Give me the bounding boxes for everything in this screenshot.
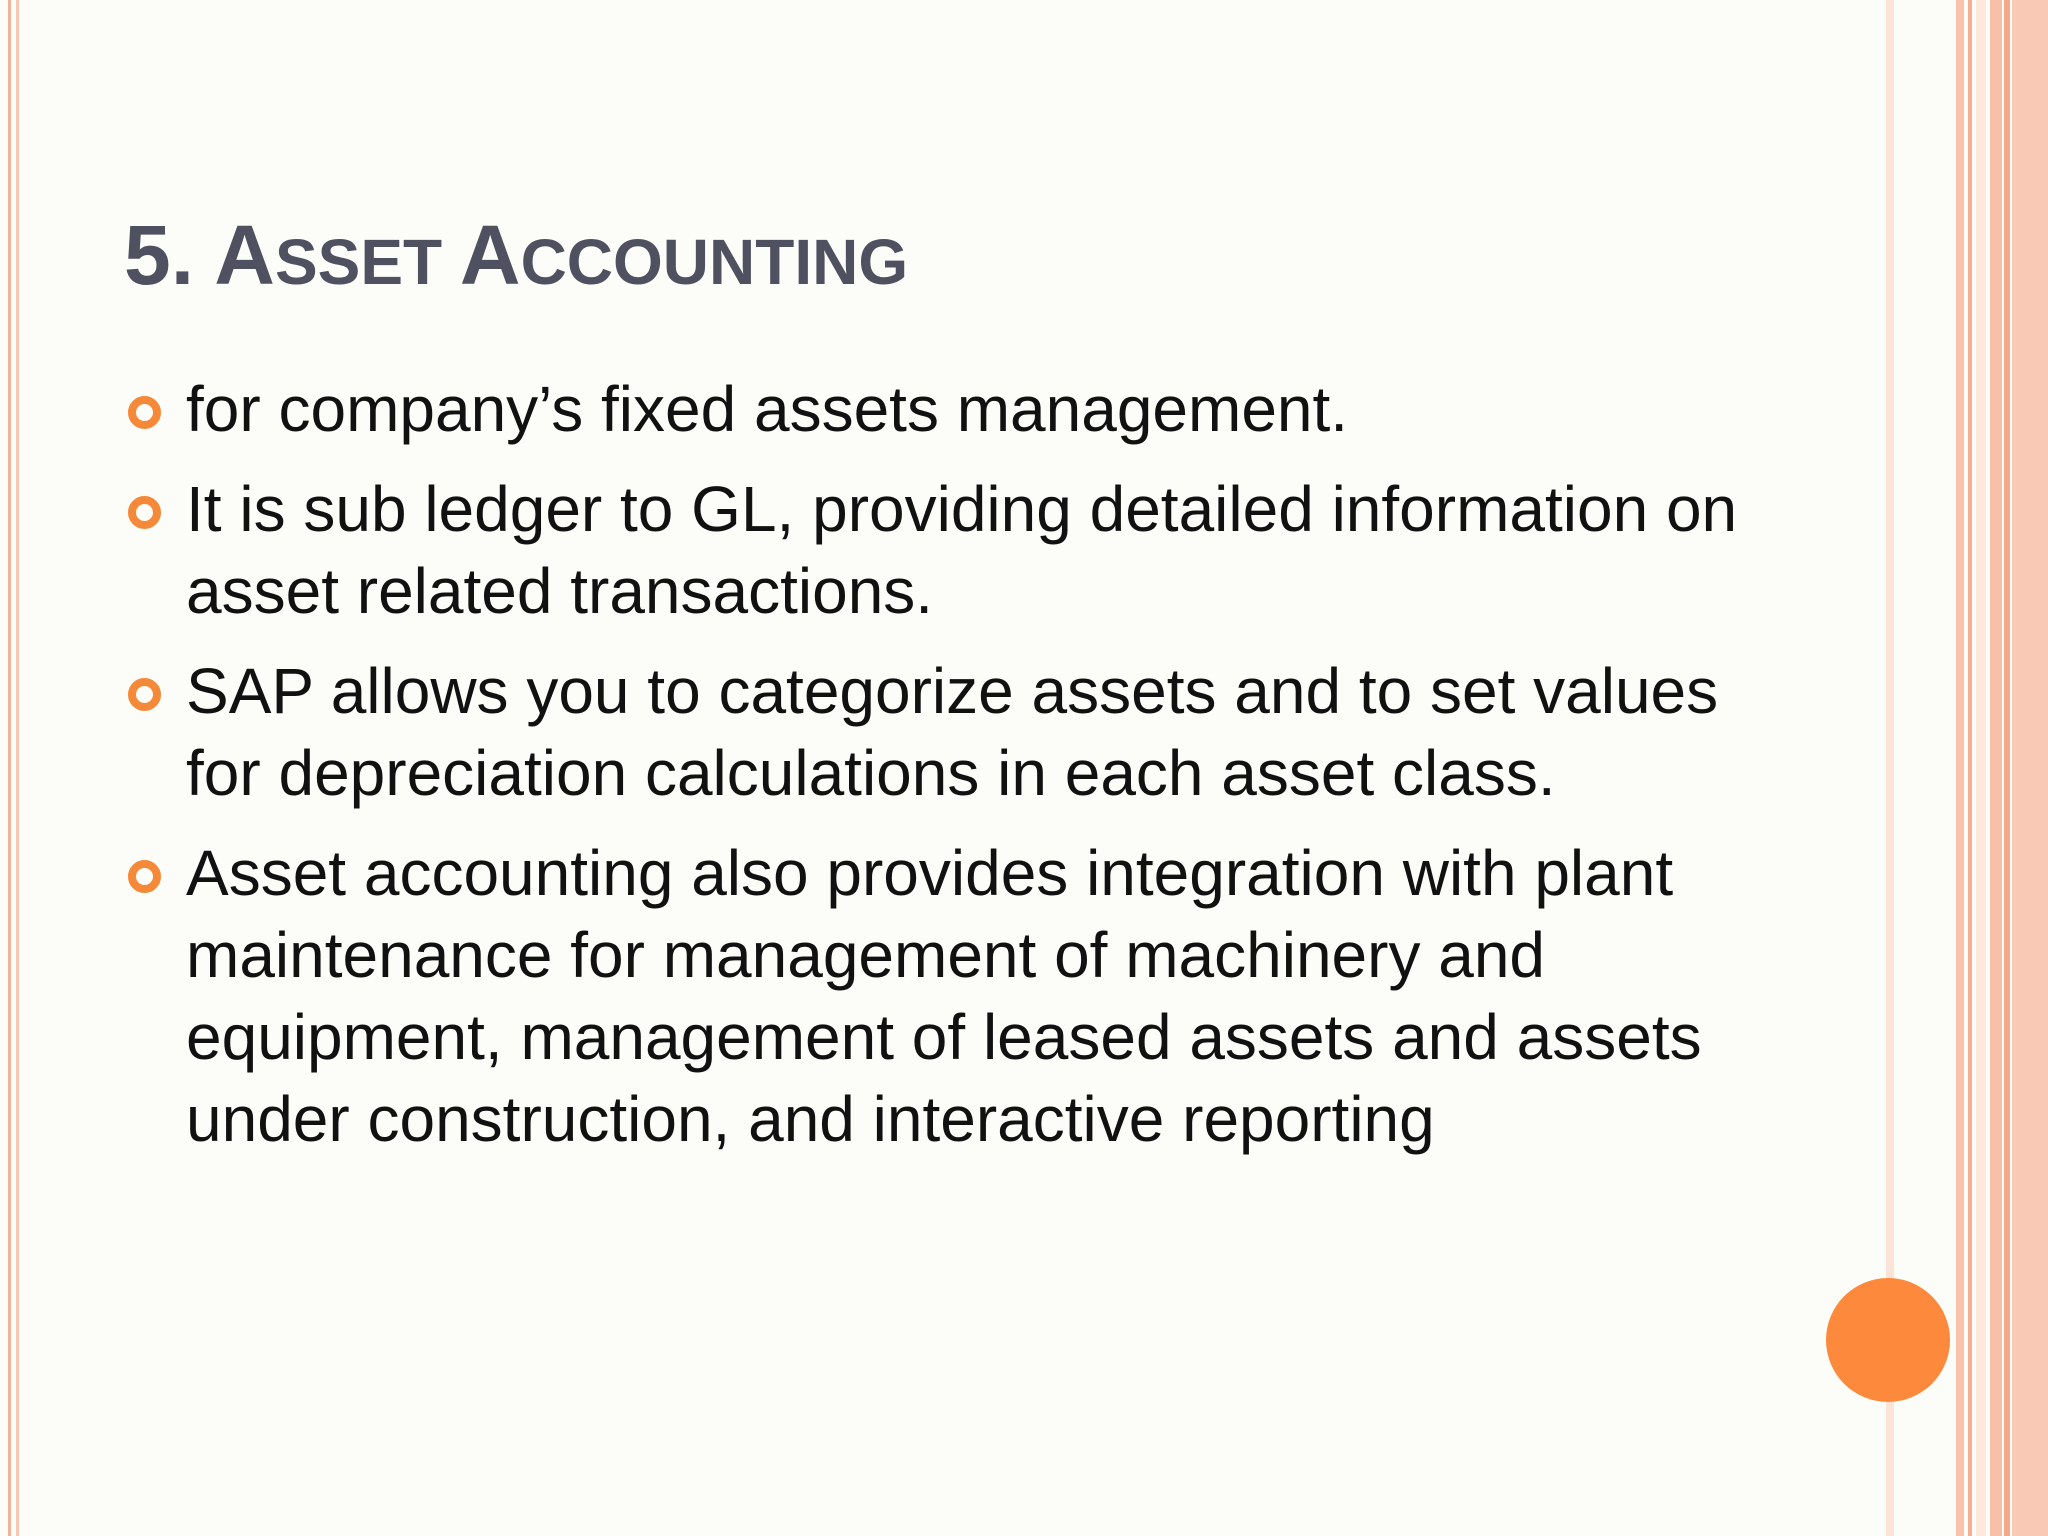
- ring-bullet-icon: [128, 496, 161, 529]
- ring-bullet-icon: [128, 860, 161, 893]
- ring-bullet-icon: [128, 678, 161, 711]
- left-border-line-2: [16, 0, 19, 1536]
- bullet-text: SAP allows you to categorize assets and to set values for depreciation calculations in each asset class.: [186, 655, 1719, 809]
- decorative-orange-circle: [1826, 1278, 1950, 1402]
- bullet-item: [124, 650, 1804, 814]
- left-border-line-1: [8, 0, 11, 1536]
- right-stripe-7: [2012, 0, 2048, 1536]
- bullet-item: [124, 368, 1804, 450]
- right-stripe-6: [2004, 0, 2010, 1536]
- right-stripe-4: [1976, 0, 1986, 1536]
- title-part: SSET: [274, 226, 460, 298]
- bullet-text: Asset accounting also provides integration with plant maintenance for management of machinery and equipment, management of leased assets and assets under construction, and interactive reporting: [186, 837, 1702, 1155]
- bullet-text: for company’s fixed assets management.: [186, 373, 1349, 445]
- title-part: A: [214, 208, 275, 302]
- title-part: A: [459, 208, 521, 302]
- right-stripe-5: [1990, 0, 2002, 1536]
- right-stripe-2: [1956, 0, 1964, 1536]
- bullet-list: [124, 368, 1804, 1178]
- ring-bullet-icon: [128, 396, 161, 429]
- right-stripe-3: [1968, 0, 1972, 1536]
- bullet-item: [124, 832, 1804, 1160]
- bullet-text: It is sub ledger to GL, providing detailed information on asset related transactions.: [186, 473, 1738, 627]
- bullet-item: [124, 468, 1804, 632]
- slide-title: [124, 205, 908, 312]
- title-number: 5.: [124, 208, 215, 302]
- title-part: CCOUNTING: [520, 226, 909, 298]
